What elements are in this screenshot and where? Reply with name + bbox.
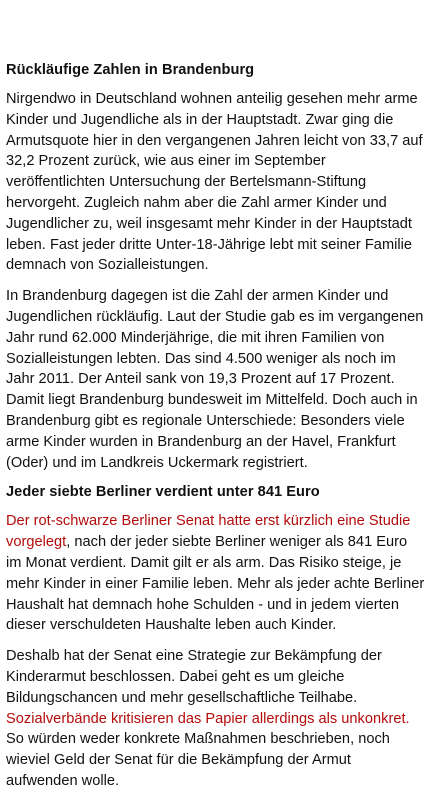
paragraph-senate-study-text: , nach der jeder siebte Berliner weniger als 841 Euro im Monat verdient. Damit gilt er als arm. Das Risiko steige, je mehr Kinder in einer Familie leben. Mehr als jeder achte Berliner Haushalt hat demnach hohe Schulden - und in jedem vierten dieser verschuldeten Haushalte leben auch Kinder. [6, 534, 425, 634]
paragraph-senate-study [6, 511, 425, 636]
link-social-associations-criticism[interactable]: Sozialverbände kritisieren das Papier allerdings als unkonkret. [6, 710, 410, 727]
section-heading-berlin-income: Jeder siebte Berliner verdient unter 841 Euro [6, 484, 320, 501]
paragraph-senate-strategy-text: Deshalb hat der Senat eine Strategie zur Bekämpfung der Kinderarmut beschlossen. Dabei geht es um gleiche Bildungschancen und mehr gesellschaftliche Teilhabe. [6, 648, 382, 706]
paragraph-senate-strategy-rest: So würden weder konkrete Maßnahmen beschrieben, noch wieviel Geld der Senat für die Bekämpfung der Armut aufwenden wolle. [6, 731, 390, 789]
link-senate-study[interactable]: Der rot-schwarze Berliner Senat hatte erst kürzlich eine Studie vorgelegt [6, 513, 411, 551]
paragraph-senate-strategy [6, 646, 425, 792]
paragraph-brandenburg-statistics: In Brandenburg dagegen ist die Zahl der armen Kinder und Jugendlichen rückläufig. Laut der Studie gab es im vergangenen Jahr rund 62.000 Minderjährige, die mit ihren Familien von Sozialleistungen lebten. Das sind 4.500 weniger als noch im Jahr 2011. Der Anteil sank von 19,3 Prozent auf 17 Prozent. Damit liegt Brandenburg bundesweit im Mittelfeld. Doch auch in Brandenburg gibt es regionale Unterschiede: Besonders viele arme Kinder wurden in Brandenburg an der Havel, Frankfurt (Oder) und im Landkreis Uckermark registriert. [6, 288, 424, 471]
paragraph-berlin-poverty-rate: Nirgendwo in Deutschland wohnen anteilig gesehen mehr arme Kinder und Jugendliche als in der Hauptstadt. Zwar ging die Armutsquote hier in den vergangenen Jahren leicht von 33,7 auf 32,2 Prozent zurück, wie aus einer im September veröffentlichten Untersuchung der Bertelsmann-Stiftung hervorgeht. Zugleich nahm aber die Zahl armer Kinder und Jugendlicher zu, weil insgesamt mehr Kinder in der Hauptstadt leben. Fast jeder dritte Unter-18-Jährige lebt mit seiner Familie demnach von Sozialleistungen. [6, 91, 423, 274]
section-heading-brandenburg: Rückläufige Zahlen in Brandenburg [6, 62, 255, 78]
